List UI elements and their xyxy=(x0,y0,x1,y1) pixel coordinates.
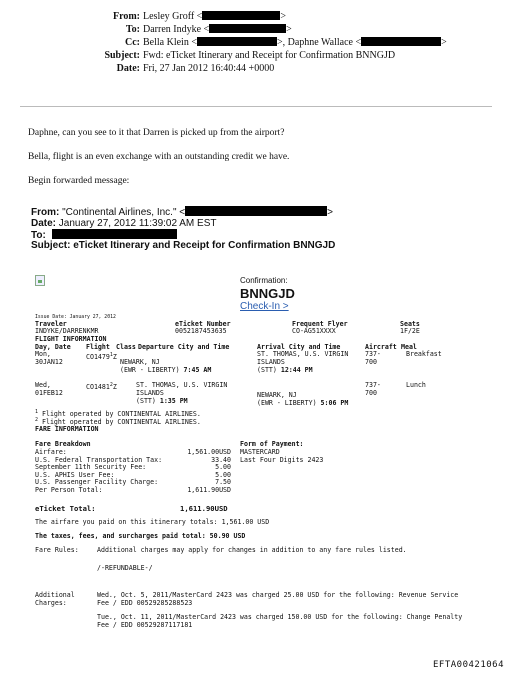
payment-type: MASTERCARD xyxy=(240,448,280,456)
refundable-text: /-REFUNDABLE-/ xyxy=(97,564,153,572)
f1-arr-city: ST. THOMAS, U.S. VIRGIN xyxy=(257,350,349,358)
subject-label: Subject: xyxy=(104,50,140,61)
eticket-total-value: 1,611.90USD xyxy=(180,504,228,513)
fare-item-label: U.S. APHIS User Fee: xyxy=(35,470,115,479)
fare-rules-text: Additional charges may apply for changes in addition to any fare rules listed. xyxy=(97,546,407,554)
fare-item-label: U.S. Federal Transportation Tax: xyxy=(35,455,163,464)
broken-image-icon xyxy=(35,275,45,286)
col-day-date: Day, Date xyxy=(35,343,71,351)
subject-value: Fwd: eTicket Itinerary and Receipt for Confirmation BNNGJD xyxy=(143,50,396,61)
payment-digits: Last Four Digits 2423 xyxy=(240,456,324,464)
cc-label: Cc: xyxy=(125,37,140,48)
fwd-date-row xyxy=(31,218,217,229)
redaction-bar xyxy=(52,229,177,239)
fare-item-label: U.S. Passenger Facility Charge: xyxy=(35,478,159,487)
f1-flight: CO1479$^1$Z xyxy=(86,352,117,362)
f1-meal: Breakfast xyxy=(406,350,442,358)
f2-arr-city: NEWARK, NJ xyxy=(257,391,297,399)
fare-rules-label: Fare Rules: xyxy=(35,546,79,554)
f1-arr-code: (STT) 12:44 PM xyxy=(257,366,313,374)
fare-item-label: Per Person Total: xyxy=(35,486,103,494)
f2-dep-city2: ISLANDS xyxy=(136,389,164,397)
issue-date: Issue Date: January 27, 2012 xyxy=(35,315,116,320)
additional-label: Additional xyxy=(35,591,75,599)
f1-date: 30JAN12 xyxy=(35,358,63,366)
from-label: From: xyxy=(112,11,140,22)
f1-aircraft2: 700 xyxy=(365,358,377,366)
f2-aircraft: 737- xyxy=(365,381,381,389)
col-class: Class xyxy=(116,343,136,351)
eticket-total-label: eTicket Total: xyxy=(35,504,96,513)
fare-item-amount: 33.40 xyxy=(211,455,231,464)
operated-note: $^2$ Flight operated by CONTINENTAL AIRLINES. xyxy=(35,417,201,427)
additional-label-2: Charges: xyxy=(35,599,67,607)
redaction-bar xyxy=(209,24,286,33)
confirmation-code: BNNGJD xyxy=(240,286,295,301)
frequent-flyer-heading: Frequent Flyer xyxy=(292,320,348,328)
to-label: To: xyxy=(125,24,140,35)
document-id: EFTA00421064 xyxy=(433,660,505,670)
f1-dep-city: NEWARK, NJ xyxy=(120,358,160,366)
eticket-heading: eTicket Number xyxy=(175,320,231,328)
f2-flight: CO1481$^2$Z xyxy=(86,382,117,392)
col-departure: Departure City and Time xyxy=(138,343,230,351)
f1-dep-code: (EWR - LIBERTY) 7:45 AM xyxy=(120,366,212,374)
charge-line: Tue., Oct. 11, 2011/MasterCard 2423 was charged 150.00 USD for the following: Change Penalty xyxy=(97,613,463,621)
col-arrival: Arrival City and Time xyxy=(257,343,341,351)
charge-line: Fee / EDD 00529285288523 xyxy=(97,599,193,607)
fwd-date-value: January 27, 2012 11:39:02 AM EST xyxy=(58,218,217,229)
charge-line: Fee / EDD 00529287117181 xyxy=(97,621,193,629)
f2-day: Wed, xyxy=(35,381,51,389)
fwd-from-row: From: "Continental Airlines, Inc." < > xyxy=(31,207,333,218)
date-label: Date: xyxy=(116,63,140,74)
fwd-subject-label: Subject: xyxy=(31,240,71,251)
payment-heading: Form of Payment: xyxy=(240,440,304,448)
fare-item-amount: 1,611.90USD xyxy=(187,486,231,494)
fwd-from-label: From: xyxy=(31,207,60,218)
f2-aircraft2: 700 xyxy=(365,389,377,397)
redaction-bar xyxy=(361,37,441,46)
fare-item-label: September 11th Security Fee: xyxy=(35,463,147,472)
fwd-from-value: "Continental Airlines, Inc." < xyxy=(62,207,186,218)
f1-arr-city2: ISLANDS xyxy=(257,358,285,366)
fare-item-amount: 7.50 xyxy=(215,478,231,487)
operated-note: $^1$ Flight operated by CONTINENTAL AIRLINES. xyxy=(35,409,201,419)
f2-date: 01FEB12 xyxy=(35,389,63,397)
divider xyxy=(20,106,492,107)
redaction-bar xyxy=(202,11,280,20)
seats-value: 1F/2E xyxy=(400,327,420,335)
fare-item-amount: 5.00 xyxy=(215,470,231,479)
traveler-name: INDYKE/DARRENKMR xyxy=(35,327,99,335)
taxes-paid: The taxes, fees, and surcharges paid total: 50.90 USD xyxy=(35,532,246,540)
col-flight: Flight xyxy=(86,343,110,351)
fwd-subject-value: eTicket Itinerary and Receipt for Confirmation BNNGJD xyxy=(73,240,336,251)
date-value: Fri, 27 Jan 2012 16:40:44 +0000 xyxy=(143,63,275,74)
body-line: Bella, flight is an even exchange with an outstanding credit we have. xyxy=(28,152,290,162)
to-value: Darren Indyke < xyxy=(143,24,210,35)
flight-info-heading: FLIGHT INFORMATION xyxy=(35,335,107,343)
f1-day: Mon, xyxy=(35,350,51,358)
confirmation-label: Confirmation: xyxy=(240,276,288,285)
redaction-bar xyxy=(185,206,327,216)
fare-item-amount: 5.00 xyxy=(215,463,231,472)
frequent-flyer-number: CO-AG51XXXX xyxy=(292,327,336,335)
f2-arr-code: (EWR - LIBERTY) 5:06 PM xyxy=(257,399,349,407)
fare-info-heading: FARE INFORMATION xyxy=(35,425,99,433)
from-value: Lesley Groff < xyxy=(143,11,203,22)
f1-aircraft: 737- xyxy=(365,350,381,358)
body-line: Daphne, can you see to it that Darren is picked up from the airport? xyxy=(28,128,285,138)
f2-dep-city: ST. THOMAS, U.S. VIRGIN xyxy=(136,381,228,389)
charge-line: Wed., Oct. 5, 2011/MasterCard 2423 was charged 25.00 USD for the following: Revenue Service xyxy=(97,591,459,599)
redaction-bar xyxy=(197,37,277,46)
fare-item-label: Airfare: xyxy=(35,448,67,456)
check-in-link[interactable]: Check-In > xyxy=(240,301,289,312)
col-aircraft: Aircraft xyxy=(365,343,397,351)
seats-heading: Seats xyxy=(400,320,420,328)
fwd-to-label: To: xyxy=(31,230,46,241)
fare-item-amount: 1,561.00USD xyxy=(187,448,231,456)
cc-value: Bella Klein < xyxy=(143,37,197,48)
traveler-heading: Traveler xyxy=(35,320,67,328)
f2-dep-code: (STT) 1:35 PM xyxy=(136,397,188,405)
fwd-date-label: Date: xyxy=(31,218,57,229)
f2-meal: Lunch xyxy=(406,381,426,389)
body-line: Begin forwarded message: xyxy=(28,176,130,186)
fwd-subject-row xyxy=(31,240,335,251)
col-meal: Meal xyxy=(401,343,417,351)
eticket-number: 0052187453635 xyxy=(175,327,227,335)
fare-breakdown-heading: Fare Breakdown xyxy=(35,440,91,448)
airfare-paid: The airfare you paid on this itinerary totals: 1,561.00 USD xyxy=(35,518,270,526)
